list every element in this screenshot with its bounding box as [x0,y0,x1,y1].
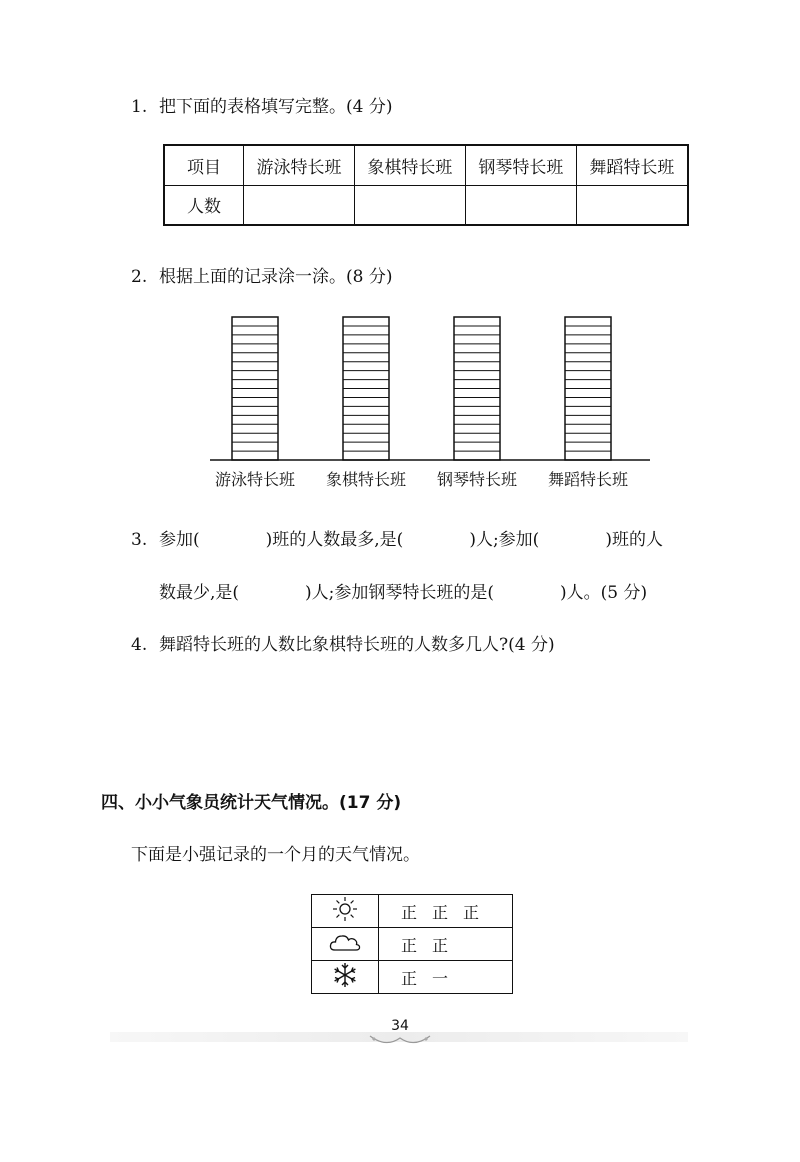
question-4 [131,630,555,655]
bar-grid-1[interactable] [232,317,278,460]
tally-mark: 正 [401,968,419,988]
bar-grid-3[interactable] [454,317,500,460]
tally-mark: 正 [432,935,450,955]
question-number: 1. [131,97,148,117]
question-number: 2. [131,267,148,287]
x-tick-label: 游泳特长班 [214,470,296,489]
section-title: 四、小小气象员统计天气情况。(17 分) [101,793,402,813]
answer-cell[interactable] [244,185,355,225]
page-number: 34 [391,1018,409,1034]
question-text: 舞蹈特长班的人数比象棋特长班的人数多几人?(4 分) [159,635,555,655]
tally-mark: 正 [463,902,481,922]
tally-mark: 一 [432,968,450,988]
q3-text: )人;参加钢琴特长班的是( [305,583,495,603]
table-cell: 人数 [164,185,244,225]
tally-mark: 正 [401,902,419,922]
cloud-icon [312,928,379,961]
weather-row-cloudy [312,928,513,961]
x-tick-label: 钢琴特长班 [436,470,518,489]
tally-cell [379,961,513,994]
section-intro: 下面是小强记录的一个月的天气情况。 [131,845,420,865]
table-cell: 游泳特长班 [244,145,355,185]
question-text: 根据上面的记录涂一涂。(8 分) [159,267,393,287]
weather-table [311,894,513,994]
bar-chart [200,305,660,505]
bar-grid-2[interactable] [343,317,389,460]
table-header-row [164,145,688,185]
tally-cell [379,895,513,928]
q3-text: )班的人 [605,530,663,550]
weather-row-sunny [312,895,513,928]
q3-text: )人。(5 分) [560,583,648,603]
question-number: 4. [131,635,148,655]
question-3-line-2 [159,578,647,603]
q3-text: )班的人数最多,是( [265,530,404,550]
table-cell: 项目 [164,145,244,185]
answer-cell[interactable] [465,185,576,225]
snowflake-icon [312,961,379,994]
question-1 [131,92,392,117]
question-2 [131,262,392,287]
answer-cell[interactable] [576,185,688,225]
tally-cell [379,928,513,961]
table-cell: 象棋特长班 [354,145,465,185]
table-cell: 钢琴特长班 [465,145,576,185]
table-row [164,185,688,225]
x-tick-label: 象棋特长班 [325,470,407,489]
q3-text: 参加( [159,530,200,550]
answer-cell[interactable] [354,185,465,225]
question-text: 把下面的表格填写完整。(4 分) [159,97,393,117]
q3-text: 数最少,是( [159,583,240,603]
weather-row-snowy [312,961,513,994]
bar-grid-4[interactable] [565,317,611,460]
x-tick-label: 舞蹈特长班 [547,470,629,489]
fill-in-table [163,144,689,226]
q3-text: )人;参加( [469,530,540,550]
question-3-line-1 [131,525,663,550]
table-cell: 舞蹈特长班 [576,145,688,185]
question-number: 3. [131,530,148,550]
tally-mark: 正 [432,902,450,922]
sun-icon [312,895,379,928]
tally-mark: 正 [401,935,419,955]
